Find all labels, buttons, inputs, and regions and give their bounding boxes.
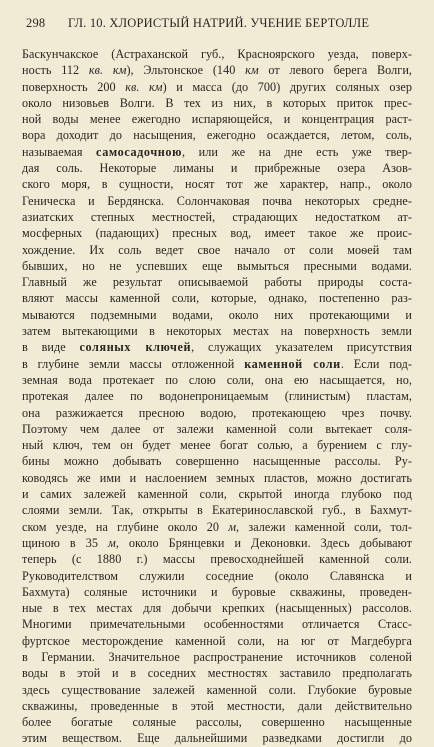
text-line [22,274,412,290]
text-segment: около низовьев Волги. В тех из них, в которых приток прес- [22,95,412,110]
text-line [22,470,412,486]
page-header [22,14,412,36]
text-line [22,339,412,355]
text-segment: , около Брянцевки и Деконовки. Здесь добывают [115,535,412,550]
text-line [22,323,412,339]
bold-term: каменной соли [244,356,341,371]
text-segment: мосферных (падающих) пресных вод, имеет такое же проис- [22,226,412,241]
text-segment: и самих залежей каменной соли, скрытой иногда глубоко под [22,487,412,502]
text-segment: хождение. Их соль ведет свое начало от соли моѳей там [22,242,412,257]
text-segment: ), Эльтонское (140 [126,63,246,78]
text-line [22,225,412,241]
text-segment: земная вода протекает по слою соли, она ею насыщается, но, [22,372,412,387]
text-line [22,698,412,714]
text-segment: слоями земли. Так, открыты в Екатеринославской губ., в Бахмут- [22,503,412,518]
text-line [22,633,412,649]
text-line [22,209,412,225]
text-segment: Поэтому чем далее от залежи каменной соли вытекает соля- [22,421,412,436]
text-line [22,551,412,567]
text-segment: от левого берега Волги, [258,63,412,78]
text-segment: бывших, но не успевших еще вымыться пресными водами. [22,258,412,273]
text-line [22,714,412,730]
text-segment: вляют массы каменной соли, которые, однако, постепенно раз- [22,291,412,306]
text-segment: поверхность 200 [22,79,126,94]
text-segment: ной воды менее ежегодно испаряющейся, и концентрация раст- [22,112,412,127]
text-segment: ском уезде, на глубине около 20 [22,519,229,534]
text-segment: вора доходит до насыщения, ежегодно осаждается, летом, соль, [22,128,412,143]
text-line [22,79,412,95]
text-segment: ный ключ, тем он будет менее богат солью, а бурением с глу- [22,438,412,453]
text-segment: бины можно добывать совершенно насыщенные рассолы. Ру- [22,454,412,469]
text-segment: ные в тех местах для добычи крепких (насыщенных) рассолов. [22,601,412,616]
italic-unit: кв. км [125,79,163,94]
text-line [22,111,412,127]
text-segment: ководясь же ими и наслоением земных пластов, можно достигать [22,470,412,485]
text-segment: Геническа и Бердянска. Солончаковая почва некоторых средне- [22,193,412,208]
italic-unit: кв. км [88,63,127,78]
text-line [22,437,412,453]
text-line [22,290,412,306]
italic-unit: м [228,519,237,534]
text-segment: , залежи каменной соли, тол- [236,519,412,534]
text-line [22,160,412,176]
text-segment: теперь (с 1880 г.) массы превосходнейшей каменной соли. [22,552,412,567]
text-segment: называемая [22,144,97,159]
italic-unit: км [245,63,259,78]
text-segment: скважины, проведенные в этой местности, дали действительно [22,698,412,713]
text-line [22,405,412,421]
text-line [22,258,412,274]
text-segment: этим веществом. Еще дальнейшими разведками достигли до [22,731,412,746]
text-line [22,519,412,535]
text-line [22,307,412,323]
text-line [22,535,412,551]
text-segment: затем вытекающими в некоторых местах на поверхность земли [22,324,412,339]
text-segment: щиною в 35 [22,535,108,550]
body-text [22,46,412,747]
text-segment: , служащих указателем присутствия [191,340,412,355]
text-line [22,193,412,209]
page-number: 298 [26,16,46,30]
text-segment: Бахмута) соляные источники и буровые скважины, проведен- [22,584,412,599]
text-segment: мываются подземными водами, около них протекающими и [22,307,412,322]
bold-term: самосадочною [96,144,183,159]
text-line [22,62,412,78]
text-segment: более богатые соляные рассолы, совершенно насыщенные [22,715,412,730]
text-segment: . Если под- [340,356,412,371]
text-segment: , или же на дне есть уже твер- [182,144,412,159]
text-segment: воды в этой и в соседних местностях заставило предполагать [22,666,412,681]
text-line [22,600,412,616]
text-line [22,144,412,160]
bold-term: соляных ключей [79,340,192,355]
text-segment: дая соль. Некоторые лиманы и прибрежные озера Азов- [22,161,412,176]
text-line [22,584,412,600]
text-line [22,372,412,388]
text-segment: ность 112 [22,63,89,78]
text-segment: ) и масса (до 700) других соляных озер [162,79,412,94]
text-segment: в виде [22,340,80,355]
text-segment: фуртское месторождение каменной соли, на юг от Магдебурга [22,633,412,648]
text-segment: Руководителством служили соседние (около Славянска и [22,568,412,583]
text-line [22,127,412,143]
text-segment: протекая далее по водонепроницаемым (глинистым) пластам, [22,389,412,404]
text-line [22,421,412,437]
text-segment: в глубине земли массы отложенной [22,356,245,371]
text-line [22,616,412,632]
text-line [22,682,412,698]
text-line [22,95,412,111]
text-segment: в Германии. Значительное распространение источников соленой [22,649,412,664]
text-line [22,649,412,665]
text-line [22,46,412,62]
text-line [22,502,412,518]
text-line [22,568,412,584]
text-line [22,356,412,372]
text-line [22,453,412,469]
text-segment: Главный же результат описываемой работы природы соста- [22,275,412,290]
running-title: ГЛ. 10. ХЛОРИСТЫЙ НАТРИЙ. УЧЕНИЕ БЕРТОЛЛЕ [68,16,370,30]
italic-unit: м [107,535,116,550]
text-segment: Баскунчакское (Астраханской губ., Красноярского уезда, поверх- [22,47,412,61]
text-segment: ского моря, в сущности, носят тот же характер, напр., около [22,177,412,192]
text-segment: Многими примечательными особенностями отличается Стасс- [22,617,412,632]
text-line [22,242,412,258]
text-segment: азиатских степных местностей, страдающих недостатком ат- [22,209,412,224]
text-segment: она разжижается пресною водою, протекающею чрез почву. [22,405,412,420]
text-line [22,176,412,192]
text-line [22,730,412,746]
text-line [22,388,412,404]
text-line [22,665,412,681]
text-segment: здесь существование залежей каменной соли. Глубокие буровые [22,682,412,697]
text-line [22,486,412,502]
